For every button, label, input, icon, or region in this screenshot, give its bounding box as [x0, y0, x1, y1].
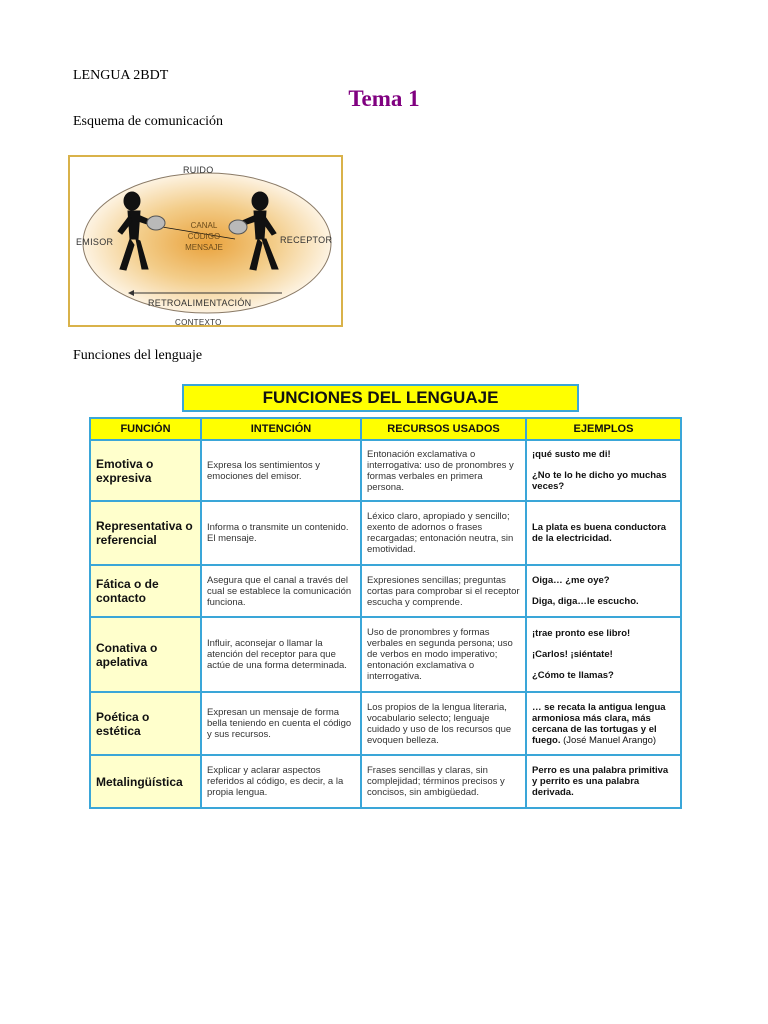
example: Diga, diga…le escucho.	[532, 596, 639, 607]
function-intention: Informa o transmite un contenido. El mensaje.	[201, 501, 361, 565]
function-name: Representativa o referencial	[90, 501, 201, 565]
function-resources: Expresiones sencillas; preguntas cortas para comprobar si el receptor escucha y comprende.	[361, 565, 526, 617]
function-examples	[526, 565, 681, 617]
label-receptor: RECEPTOR	[280, 235, 333, 245]
header-recursos: RECURSOS USADOS	[361, 418, 526, 440]
table-row	[90, 692, 681, 755]
function-name: Metalingüística	[90, 755, 201, 808]
header-intencion: INTENCIÓN	[201, 418, 361, 440]
table-row	[90, 501, 681, 565]
header-funcion: FUNCIÓN	[90, 418, 201, 440]
function-resources: Léxico claro, apropiado y sencillo; exento de adornos o frases recargadas; entonación neutra, sin emotividad.	[361, 501, 526, 565]
course-label: LENGUA 2BDT	[73, 68, 169, 83]
table-header-row	[90, 418, 681, 440]
emisor-can	[147, 216, 165, 230]
function-intention: Explicar y aclarar aspectos referidos al código, es decir, a la propia lengua.	[201, 755, 361, 808]
function-intention: Expresa los sentimientos y emociones del emisor.	[201, 440, 361, 501]
function-examples	[526, 501, 681, 565]
label-ruido: RUIDO	[183, 165, 214, 175]
example: … se recata la antigua lengua armoniosa más clara, más cercana de las tortugas y el fuego.	[532, 701, 666, 746]
label-canal: CANAL	[190, 221, 218, 230]
table-row	[90, 755, 681, 808]
label-emisor: EMISOR	[76, 237, 114, 247]
table-row	[90, 565, 681, 617]
functions-table	[89, 417, 682, 809]
table-row	[90, 440, 681, 501]
function-intention: Influir, aconsejar o llamar la atención del receptor para que actúe de una forma determinada.	[201, 617, 361, 692]
example: Oiga… ¿me oye?	[532, 575, 610, 586]
function-name: Conativa o apelativa	[90, 617, 201, 692]
center-labels	[174, 220, 234, 253]
example: La plata es buena conductora de la electricidad.	[532, 522, 667, 544]
function-resources: Los propios de la lengua literaria, vocabulario selecto; lenguaje cuidado y uso de los recursos que evoquen belleza.	[361, 692, 526, 755]
label-retroalimentacion: RETROALIMENTACIÓN	[148, 298, 252, 308]
table-title: FUNCIONES DEL LENGUAJE	[182, 384, 579, 412]
example: ¡trae pronto ese libro!	[532, 628, 631, 639]
label-codigo: CÓDIGO	[187, 232, 221, 241]
example: Perro es una palabra primitiva y perrito es una palabra derivada.	[532, 765, 669, 798]
example: ¿No te lo he dicho yo muchas veces?	[532, 470, 667, 492]
function-name: Emotiva o expresiva	[90, 440, 201, 501]
example: ¡Carlos! ¡siéntate!	[532, 649, 613, 660]
function-examples	[526, 440, 681, 501]
table-row	[90, 617, 681, 692]
label-mensaje: MENSAJE	[185, 243, 223, 252]
function-examples	[526, 617, 681, 692]
function-name: Poética o estética	[90, 692, 201, 755]
function-resources: Uso de pronombres y formas verbales en segunda persona; uso de verbos en modo imperativo; entonación exclamativa o interrogativa.	[361, 617, 526, 692]
example: ¿Cómo te llamas?	[532, 670, 614, 681]
page-title: Tema 1	[348, 86, 420, 111]
functions-heading: Funciones del lenguaje	[73, 348, 203, 363]
example-author: (José Manuel Arango)	[563, 734, 657, 746]
function-examples	[526, 755, 681, 808]
example: ¡qué susto me di!	[532, 449, 611, 460]
function-resources: Entonación exclamativa o interrogativa: uso de pronombres y formas verbales en primera persona.	[361, 440, 526, 501]
communication-diagram	[68, 155, 343, 327]
function-examples	[526, 692, 681, 755]
function-name: Fática o de contacto	[90, 565, 201, 617]
function-intention: Asegura que el canal a través del cual se establece la comunicación funciona.	[201, 565, 361, 617]
function-resources: Frases sencillas y claras, sin complejidad; términos precisos y concisos, sin ambigüedad.	[361, 755, 526, 808]
diagram-heading: Esquema de comunicación	[73, 114, 224, 129]
header-ejemplos: EJEMPLOS	[526, 418, 681, 440]
label-contexto: CONTEXTO	[175, 318, 222, 327]
function-intention: Expresan un mensaje de forma bella teniendo en cuenta el código y sus recursos.	[201, 692, 361, 755]
